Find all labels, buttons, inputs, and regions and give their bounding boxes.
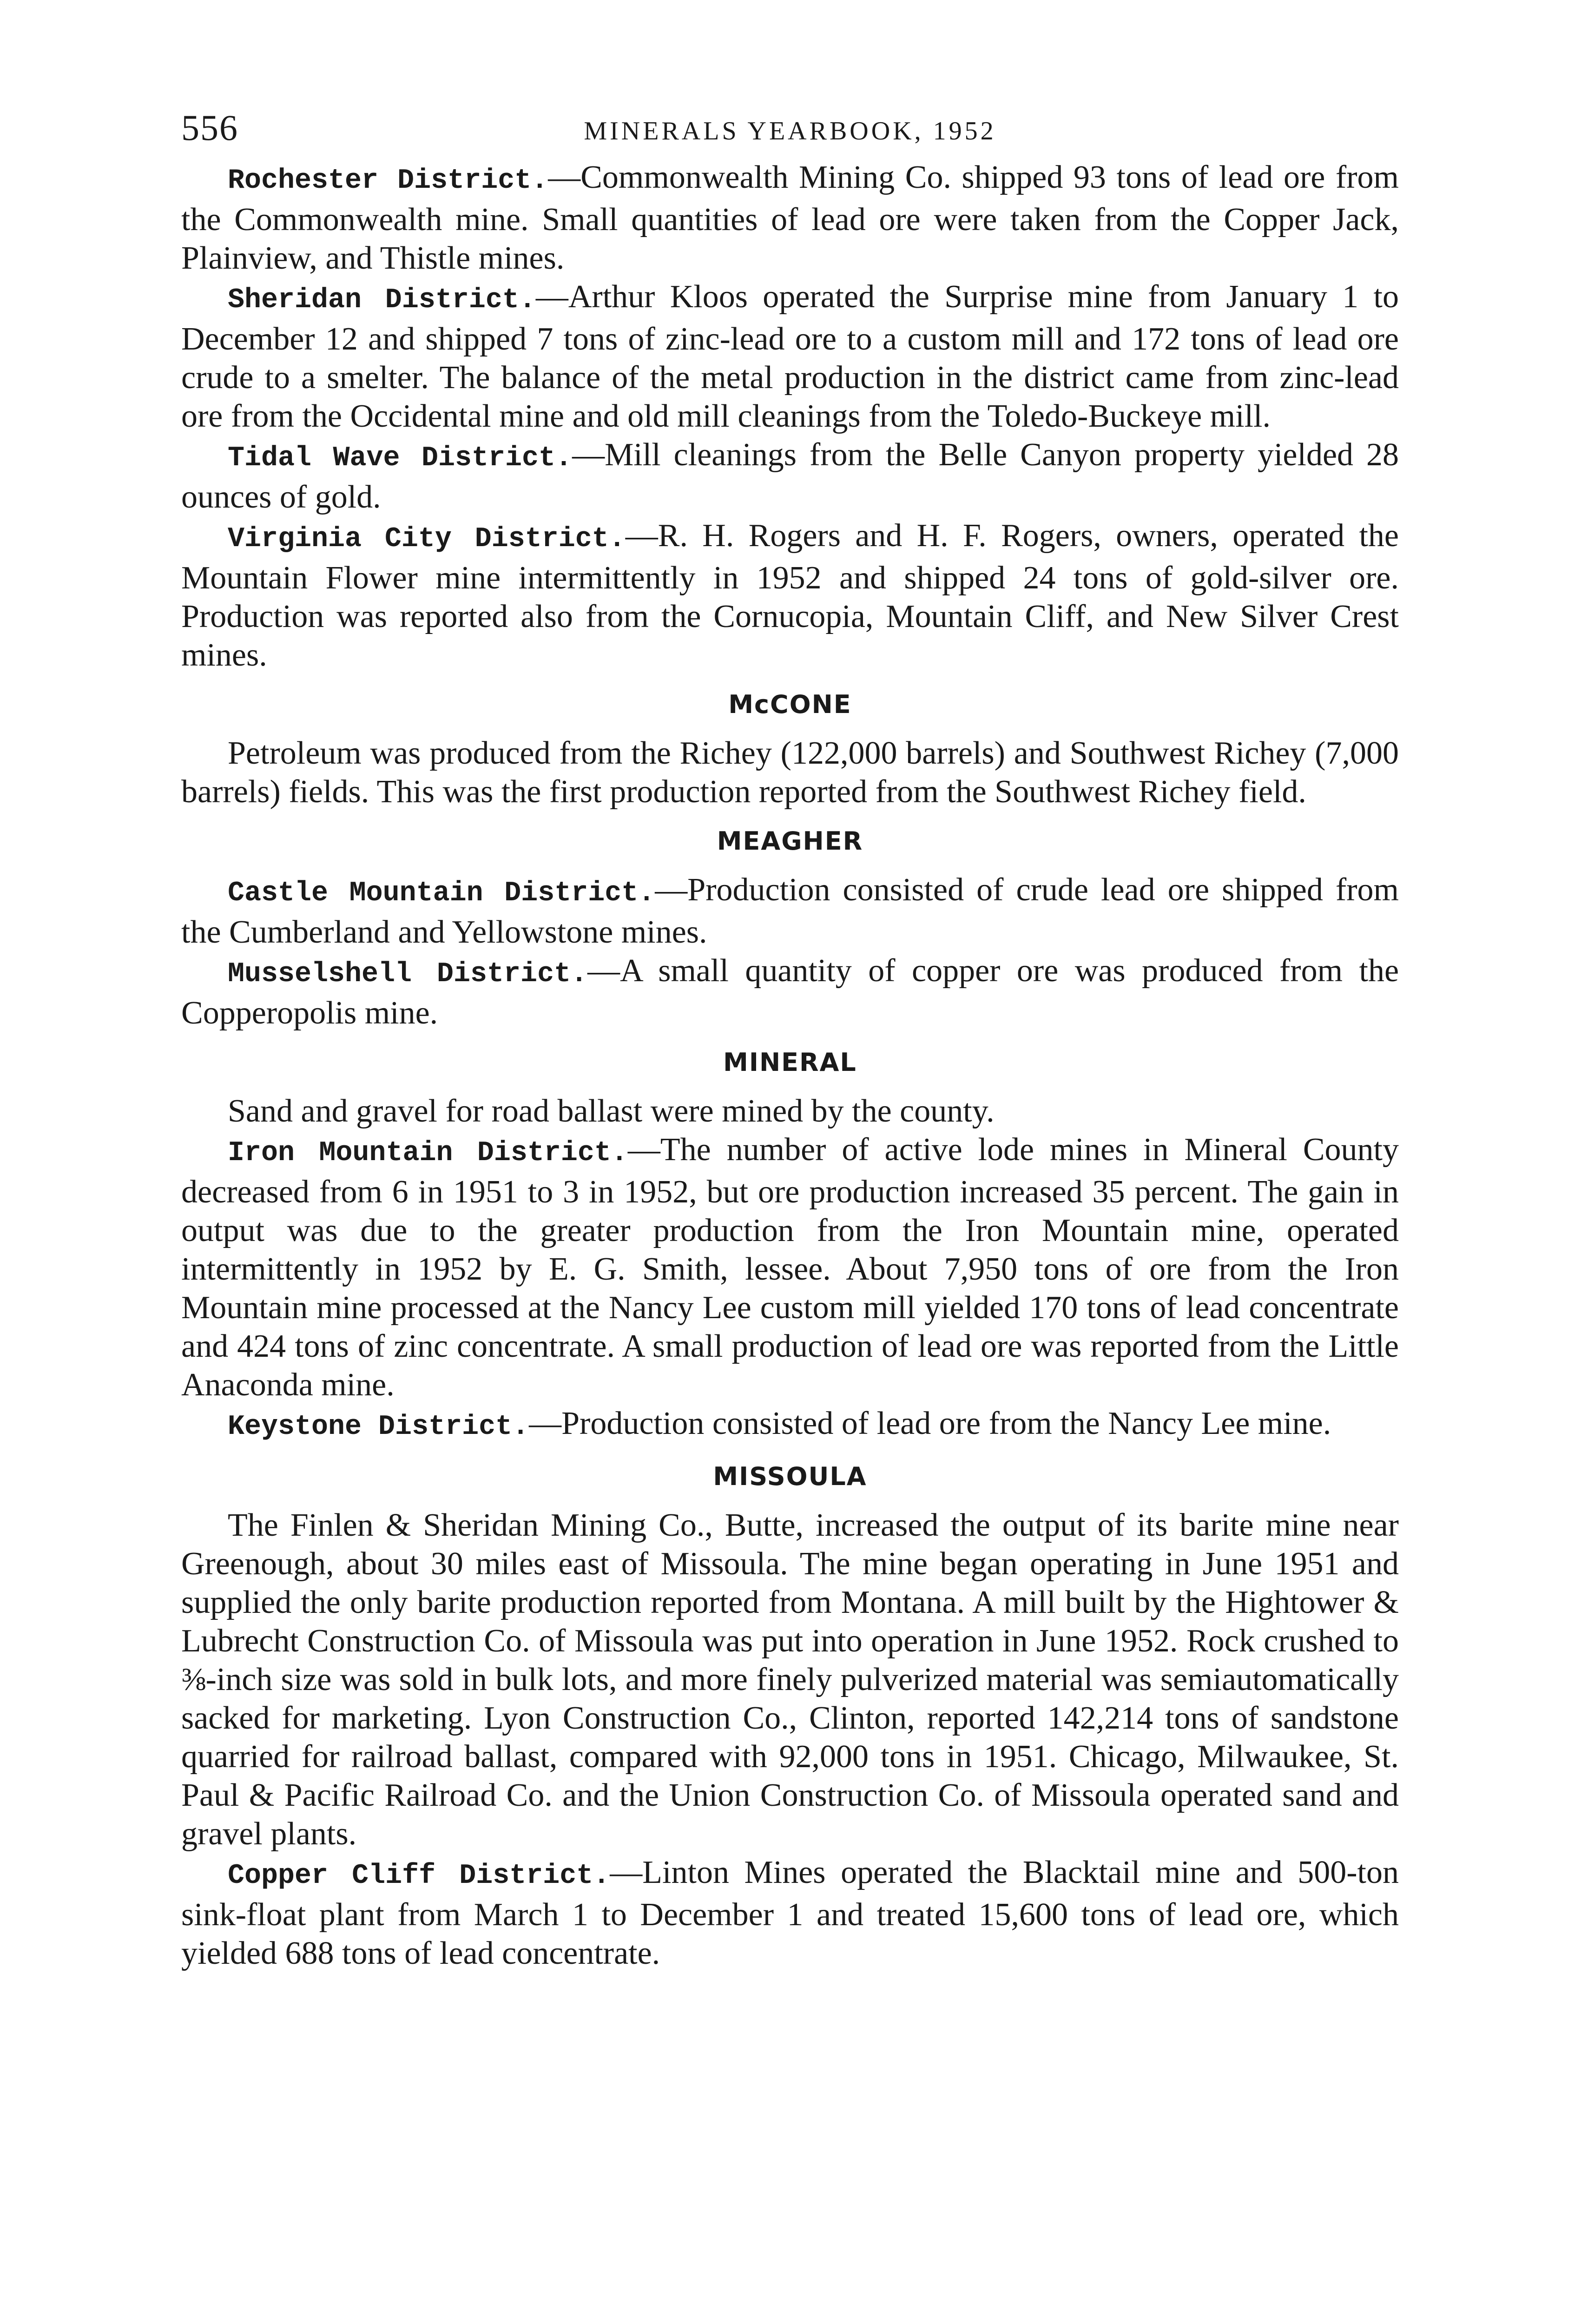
paragraph-text: —A small quantity of copper ore was produced from the Copperopolis mine. (181, 953, 1399, 1031)
paragraph-keystone-district (181, 1404, 1399, 1446)
district-heading: Tidal Wave District. (228, 442, 573, 474)
paragraph-virginia-city-district (181, 516, 1399, 674)
page (181, 107, 1399, 1973)
running-head (181, 107, 1399, 158)
paragraph-text: —Commonwealth Mining Co. shipped 93 tons of lead ore from the Commonwealth mine. Small quantities of lead ore were taken from the Copper Jack, Plainview, and Thistle mines. (181, 159, 1399, 276)
paragraph-text: —Mill cleanings from the Belle Canyon property yielded 28 ounces of gold. (181, 437, 1399, 515)
paragraph-text: —R. H. Rogers and H. F. Rogers, owners, operated the Mountain Flower mine intermittently in 1952 and shipped 24 tons of gold-silver ore. Production was reported also from the Cornucopia, Mountain Cliff, and New Silver Crest mines. (181, 518, 1399, 673)
district-heading: Virginia City District. (228, 523, 626, 555)
paragraph-castle-mountain-district (181, 871, 1399, 951)
district-heading: Copper Cliff District. (228, 1860, 610, 1892)
county-heading-mccone: McCONE (728, 690, 852, 719)
page-number: 556 (181, 107, 238, 148)
county-heading-meagher: MEAGHER (717, 826, 863, 856)
paragraph-musselshell-district (181, 951, 1399, 1032)
paragraph-text: —Production consisted of lead ore from the Nancy Lee mine. (529, 1406, 1331, 1441)
county-heading-missoula: MISSOULA (713, 1462, 867, 1491)
district-heading: Keystone District. (228, 1411, 529, 1443)
paragraph-tidal-wave-district (181, 436, 1399, 516)
paragraph-text: Sand and gravel for road ballast were mined by the county. (228, 1093, 995, 1129)
district-heading: Iron Mountain District. (228, 1137, 628, 1169)
district-heading: Castle Mountain District. (228, 878, 655, 909)
paragraph-rochester-district (181, 158, 1399, 277)
paragraph-text: The Finlen & Sheridan Mining Co., Butte, increased the output of its barite mine near Greenough, about 30 miles east of Missoula. The mine began operating in June 1951 and supplied the only barite production reported from Montana. A mill built by the Hightower & Lubrecht Construction Co. of Missoula was put into operation in June 1952. Rock crushed to ⅜-inch size was sold in bulk lots, and more finely pulverized material was semiautomatically sacked for marketing. Lyon Construction Co., Clinton, reported 142,214 tons of sandstone quarried for railroad ballast, compared with 92,000 tons in 1951. Chicago, Milwaukee, St. Paul & Pacific Railroad Co. and the Union Construction Co. of Missoula operated sand and gravel plants. (181, 1507, 1399, 1852)
paragraph-iron-mountain-district (181, 1130, 1399, 1404)
running-title: MINERALS YEARBOOK, 1952 (584, 117, 996, 145)
paragraph-copper-cliff-district (181, 1853, 1399, 1973)
district-heading: Sheridan District. (228, 284, 536, 316)
paragraph-text: —Production consisted of crude lead ore shipped from the Cumberland and Yellowstone mines. (181, 872, 1399, 950)
paragraph-mineral-sand-gravel (181, 1092, 1399, 1130)
district-heading: Musselshell District. (228, 958, 588, 990)
paragraph-text: Petroleum was produced from the Richey (122,000 barrels) and Southwest Richey (7,000 barrels) fields. This was the first production reported from the Southwest Richey field. (181, 735, 1399, 810)
paragraph-text: —Arthur Kloos operated the Surprise mine from January 1 to December 12 and shipped 7 tons of zinc-lead ore to a custom mill and 172 tons of lead ore crude to a smelter. The balance of the metal production in the district came from zinc-lead ore from the Occidental mine and old mill cleanings from the Toledo-Buckeye mill. (181, 279, 1399, 434)
paragraph-missoula-barite (181, 1506, 1399, 1853)
paragraph-sheridan-district (181, 277, 1399, 436)
county-heading-mineral: MINERAL (723, 1048, 857, 1077)
paragraph-text: —The number of active lode mines in Mineral County decreased from 6 in 1951 to 3 in 1952, but ore production increased 35 percent. The gain in output was due to the greater production from the Iron Mountain mine, operated intermittently in 1952 by E. G. Smith, lessee. About 7,950 tons of ore from the Iron Mountain mine processed at the Nancy Lee custom mill yielded 170 tons of lead concentrate and 424 tons of zinc concentrate. A small production of lead ore was reported from the Little Anaconda mine. (181, 1132, 1399, 1403)
paragraph-mccone-petroleum (181, 734, 1399, 811)
paragraph-text: —Linton Mines operated the Blacktail mine and 500-ton sink-float plant from March 1 to December 1 and treated 15,600 tons of lead ore, which yielded 688 tons of lead concentrate. (181, 1855, 1399, 1971)
document-body (181, 158, 1399, 1973)
district-heading: Rochester District. (228, 165, 548, 197)
